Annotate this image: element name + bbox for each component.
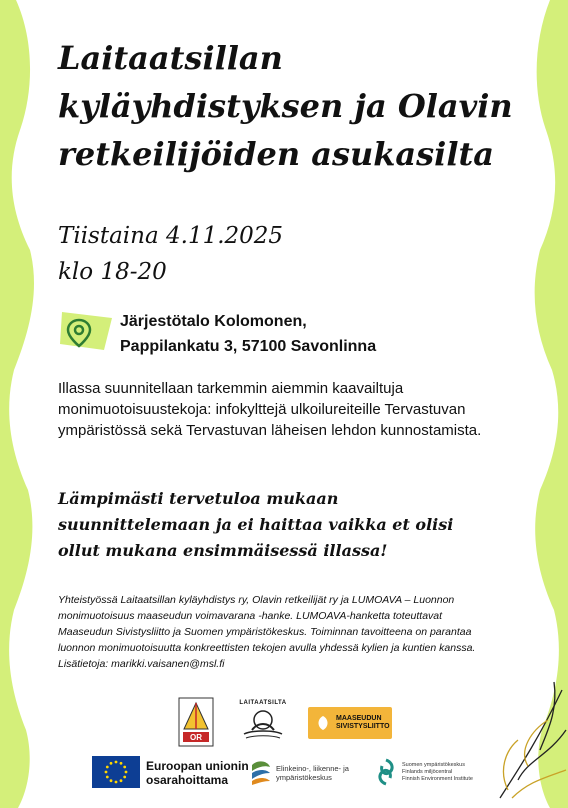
left-wave-decoration xyxy=(0,0,40,808)
olavin-retkeilijat-logo xyxy=(178,697,214,747)
bridge-emblem-icon xyxy=(236,708,290,742)
eu-flag-icon xyxy=(92,756,140,788)
ely-line-1: Elinkeino-, liikenne- ja xyxy=(276,764,349,773)
syke-line-3: Finnish Environment Institute xyxy=(402,776,473,782)
title-line-3: retkeilijöiden asukasilta xyxy=(58,135,494,173)
invitation-line-2: suunnittelemaan ja ei haittaa vaikka et olisi xyxy=(58,515,454,534)
laitaatsilta-logo-text: LAITAATSILTA xyxy=(239,700,287,706)
location-name: Järjestötalo Kolomonen, xyxy=(120,313,307,330)
syke-logo-icon xyxy=(374,758,398,786)
event-description: Illassa suunnitellaan tarkemmin aiemmin kaavailtuja monimuotoisuustekoja: infokylttejä ulkoilureiteille Tervastuvan ympäristössä sekä Tervastuvan läheisen lehdon kunnostamista. xyxy=(58,380,482,439)
event-date: Tiistaina 4.11.2025 xyxy=(58,223,284,249)
syke-line-2: Finlands miljöcentral xyxy=(402,769,453,775)
laitaatsilta-logo xyxy=(236,700,290,742)
event-title xyxy=(58,34,538,178)
event-time: klo 18-20 xyxy=(58,259,167,285)
ely-keskus-logo-icon xyxy=(248,757,274,787)
invitation-line-3: ollut mukana ensimmäisessä illassa! xyxy=(58,541,388,560)
eu-line-1: Euroopan unionin xyxy=(146,759,249,773)
plant-decoration-icon xyxy=(488,670,568,800)
footer-text: Yhteistyössä Laitaatsillan kyläyhdistys ry, Olavin retkeilijät ry ja LUMOAVA – Luonnon monimuotoisuus maaseudun voimavarana -hanke. LUMOAVA-hanketta toteuttavat Maaseudun Sivistysliitto ja Suomen ympäristökeskus. Toiminnan tavoitteena on parantaa luonnon monimuotoisuutta konkreettisten tekojen avulla yhdessä kylien ja kuntien kanssa. Lisätietoja: marikki.vaisanen@msl.fi xyxy=(58,594,476,670)
event-datetime xyxy=(58,218,283,290)
invitation-line-1: Lämpimästi tervetuloa mukaan xyxy=(58,489,339,508)
svg-text:OR: OR xyxy=(190,733,202,742)
syke-line-1: Suomen ympäristökeskus xyxy=(402,762,465,768)
ms-leaf-icon xyxy=(314,714,332,732)
title-line-2: kyläyhdistyksen ja Olavin xyxy=(58,87,513,125)
location-address: Pappilankatu 3, 57100 Savonlinna xyxy=(120,338,377,355)
ms-logo-line-1: MAASEUDUN xyxy=(336,715,382,722)
ely-keskus-text xyxy=(276,764,349,782)
syke-text xyxy=(402,762,473,783)
maaseudun-sivistysliitto-logo xyxy=(308,707,392,739)
eu-funding-text xyxy=(146,759,249,787)
location-pin-icon xyxy=(58,308,114,352)
eu-line-2: osarahoittama xyxy=(146,773,229,787)
ms-logo-line-2: SIVISTYSLIITTO xyxy=(336,723,390,730)
invitation-text xyxy=(58,486,498,564)
ely-line-2: ympäristökeskus xyxy=(276,773,332,782)
event-location xyxy=(120,309,376,359)
title-line-1: Laitaatsillan xyxy=(58,39,283,77)
